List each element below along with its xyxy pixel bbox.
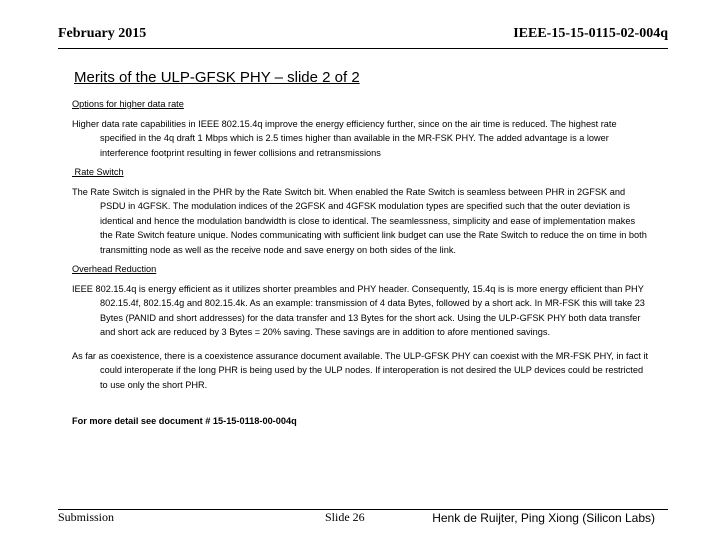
slide-body <box>72 97 648 429</box>
slide-title: Merits of the ULP-GFSK PHY – slide 2 of 2 <box>74 69 360 86</box>
section-text-coexistence: As far as coexistence, there is a coexistence assurance document available. The ULP-GFSK PHY can coexist with the MR-FSK PHY, in fact it could interoperate if the long PHR is being used by the ULP nodes. If interoperation is not desired the ULP devices could be restricted to use only the short PHR. <box>72 350 649 390</box>
footer-submission: Submission <box>58 510 115 524</box>
header-date: February 2015 <box>58 26 147 41</box>
header-doc-id: IEEE-15-15-0115-02-004q <box>513 26 668 41</box>
section-text-rate-switch: The Rate Switch is signaled in the PHR by the Rate Switch bit. When enabled the Rate Switch is seamless between PHR in 2GFSK and PSDU in 4GFSK. The modulation indices of the 2GFSK and 4GFSK modulation types are specified such that the outer deviation is identical and hence the modulation bandwidth is close to identical. The seamlessness, simplicity and ease of implementation makes the Rate Switch feature unique. Nodes communicating with sufficient link budget can use the Rate Switch to reduce the on time in both transmitting node as well as the receive node and save energy on both sides of the link. <box>72 186 647 255</box>
footer-slide-number: Slide 26 <box>325 510 365 524</box>
more-detail-note: For more detail see document # 15-15-0118-00-004q <box>72 416 297 426</box>
section-text-options: Higher data rate capabilities in IEEE 802.15.4q improve the energy efficiency further, since on the air time is reduced. The highest rate specified in the 4q draft 1 Mbps which is 2.5 times higher than available in the MR-FSK PHY. The added advantage is a lower interference footprint resulting in fewer collisions and retransmissions <box>72 118 617 158</box>
section-text-overhead: IEEE 802.15.4q is energy efficient as it utilizes shorter preambles and PHY header. Consequently, 15.4q is is more energy efficient than PHY 802.15.4f, 802.15.4g and 802.15.4k. As an example: transmission of 4 data Bytes, followed by a short ack. In MR-FSK this will take 23 Bytes (PANID and short addresses) for the data transfer and 13 Bytes for the short ack. Using the ULP-GFSK PHY both data transfer and short ack are reduced by 3 Bytes = 20% saving. These savings are in addition to afore mentioned savings. <box>72 283 645 337</box>
section-heading-rate-switch: Rate Switch <box>72 167 124 177</box>
header-divider <box>58 48 668 49</box>
section-heading-overhead: Overhead Reduction <box>72 264 157 274</box>
section-heading-options: Options for higher data rate <box>72 99 184 109</box>
footer-authors: Henk de Ruijter, Ping Xiong (Silicon Labs) <box>432 511 655 525</box>
